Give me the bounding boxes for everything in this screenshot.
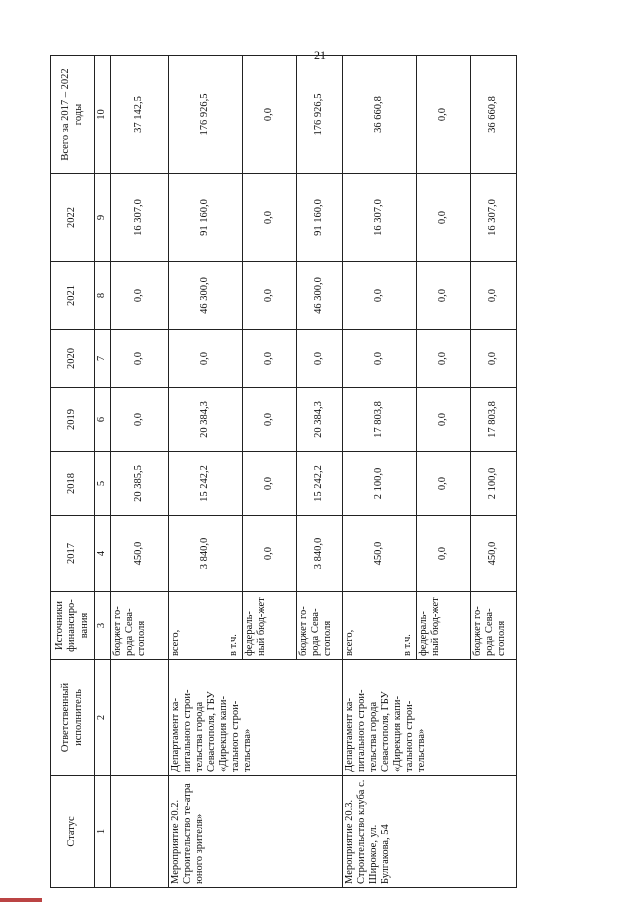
value-cell: 0,0 xyxy=(243,56,297,174)
value-cell: 3 840,0 xyxy=(297,516,343,592)
value-cell: 0,0 xyxy=(417,388,471,452)
value-cell: 0,0 xyxy=(243,262,297,330)
value-cell: 20 384,3 xyxy=(169,388,243,452)
source-cell xyxy=(169,592,243,660)
value-cell: 450,0 xyxy=(343,516,417,592)
value-cell: 16 307,0 xyxy=(343,174,417,262)
value-cell: 20 385,5 xyxy=(111,452,169,516)
value-cell: 0,0 xyxy=(343,262,417,330)
value-cell: 46 300,0 xyxy=(169,262,243,330)
value-cell: 0,0 xyxy=(297,330,343,388)
header-year-2018: 2018 xyxy=(51,452,95,516)
value-cell: 36 660,8 xyxy=(343,56,417,174)
source-sub-label: в т.ч. xyxy=(401,634,413,656)
value-cell: 16 307,0 xyxy=(111,174,169,262)
table-row-measure-20-2-total xyxy=(169,56,243,888)
value-cell: 91 160,0 xyxy=(297,174,343,262)
column-number: 6 xyxy=(95,388,111,452)
value-cell: 0,0 xyxy=(471,262,517,330)
value-cell: 0,0 xyxy=(243,516,297,592)
column-number: 5 xyxy=(95,452,111,516)
value-cell: 0,0 xyxy=(343,330,417,388)
column-number-row xyxy=(95,56,111,888)
source-cell: бюджет го-рода Сева-стополя xyxy=(471,592,517,660)
value-cell: 0,0 xyxy=(417,452,471,516)
value-cell: 16 307,0 xyxy=(471,174,517,262)
value-cell: 3 840,0 xyxy=(169,516,243,592)
column-number: 7 xyxy=(95,330,111,388)
value-cell: 91 160,0 xyxy=(169,174,243,262)
value-cell: 0,0 xyxy=(417,174,471,262)
source-cell: федераль-ный бюд-жет xyxy=(243,592,297,660)
column-number: 4 xyxy=(95,516,111,592)
table-row-continued xyxy=(111,56,169,888)
rotated-finance-table xyxy=(50,56,515,888)
value-cell: 176 926,5 xyxy=(297,56,343,174)
source-cell: федераль-ный бюд-жет xyxy=(417,592,471,660)
value-cell: 15 242,2 xyxy=(297,452,343,516)
header-year-2017: 2017 xyxy=(51,516,95,592)
value-cell: 0,0 xyxy=(111,262,169,330)
value-cell: 0,0 xyxy=(169,330,243,388)
header-executor: Ответственный исполнитель xyxy=(51,660,95,776)
value-cell: 0,0 xyxy=(417,262,471,330)
header-year-2021: 2021 xyxy=(51,262,95,330)
value-cell: 0,0 xyxy=(111,388,169,452)
value-cell: 0,0 xyxy=(417,56,471,174)
header-year-2019: 2019 xyxy=(51,388,95,452)
column-number: 9 xyxy=(95,174,111,262)
source-label: всего, xyxy=(344,629,355,656)
value-cell: 0,0 xyxy=(417,330,471,388)
table-row-measure-20-3-total xyxy=(343,56,417,888)
column-number: 3 xyxy=(95,592,111,660)
source-label: всего, xyxy=(170,629,181,656)
header-total: Всего за 2017 – 2022 годы xyxy=(51,56,95,174)
value-cell: 0,0 xyxy=(111,330,169,388)
value-cell: 17 803,8 xyxy=(343,388,417,452)
scan-edge-mark xyxy=(0,898,42,902)
source-cell: бюджет го-рода Сева-стополя xyxy=(111,592,169,660)
value-cell: 20 384,3 xyxy=(297,388,343,452)
value-cell: 176 926,5 xyxy=(169,56,243,174)
value-cell: 2 100,0 xyxy=(343,452,417,516)
measure-status: Мероприятие 20.3. Строительство клуба с. Широкое, ул. Булгакова, 54 xyxy=(343,776,517,888)
value-cell: 0,0 xyxy=(471,330,517,388)
value-cell: 2 100,0 xyxy=(471,452,517,516)
header-year-2022: 2022 xyxy=(51,174,95,262)
measure-status: Мероприятие 20.2. Строительство те-атра юного зрителя» xyxy=(169,776,343,888)
column-number: 8 xyxy=(95,262,111,330)
finance-table xyxy=(50,55,517,888)
status-cell-empty xyxy=(111,776,169,888)
source-sub-label: в т.ч. xyxy=(227,634,239,656)
value-cell: 15 242,2 xyxy=(169,452,243,516)
value-cell: 0,0 xyxy=(417,516,471,592)
value-cell: 0,0 xyxy=(243,452,297,516)
measure-executor: Департамент ка-питального строи-тельства города Севастополя, ГБУ «Дирекция капи-тального строи-тельства» xyxy=(169,660,343,776)
column-number: 1 xyxy=(95,776,111,888)
source-cell xyxy=(343,592,417,660)
executor-cell-empty xyxy=(111,660,169,776)
page-number: 21 xyxy=(314,48,326,62)
value-cell: 17 803,8 xyxy=(471,388,517,452)
source-cell: бюджет го-рода Сева-стополя xyxy=(297,592,343,660)
value-cell: 450,0 xyxy=(111,516,169,592)
header-year-2020: 2020 xyxy=(51,330,95,388)
value-cell: 36 660,8 xyxy=(471,56,517,174)
measure-executor: Департамент ка-питального строи-тельства города Севастополя, ГБУ «Дирекция капи-тального строи-тельства» xyxy=(343,660,517,776)
value-cell: 0,0 xyxy=(243,330,297,388)
column-number: 10 xyxy=(95,56,111,174)
value-cell: 0,0 xyxy=(243,174,297,262)
header-status: Статус xyxy=(51,776,95,888)
value-cell: 46 300,0 xyxy=(297,262,343,330)
value-cell: 0,0 xyxy=(243,388,297,452)
value-cell: 37 142,5 xyxy=(111,56,169,174)
value-cell: 450,0 xyxy=(471,516,517,592)
header-row xyxy=(51,56,95,888)
header-source: Источники финансиро-вания xyxy=(51,592,95,660)
column-number: 2 xyxy=(95,660,111,776)
